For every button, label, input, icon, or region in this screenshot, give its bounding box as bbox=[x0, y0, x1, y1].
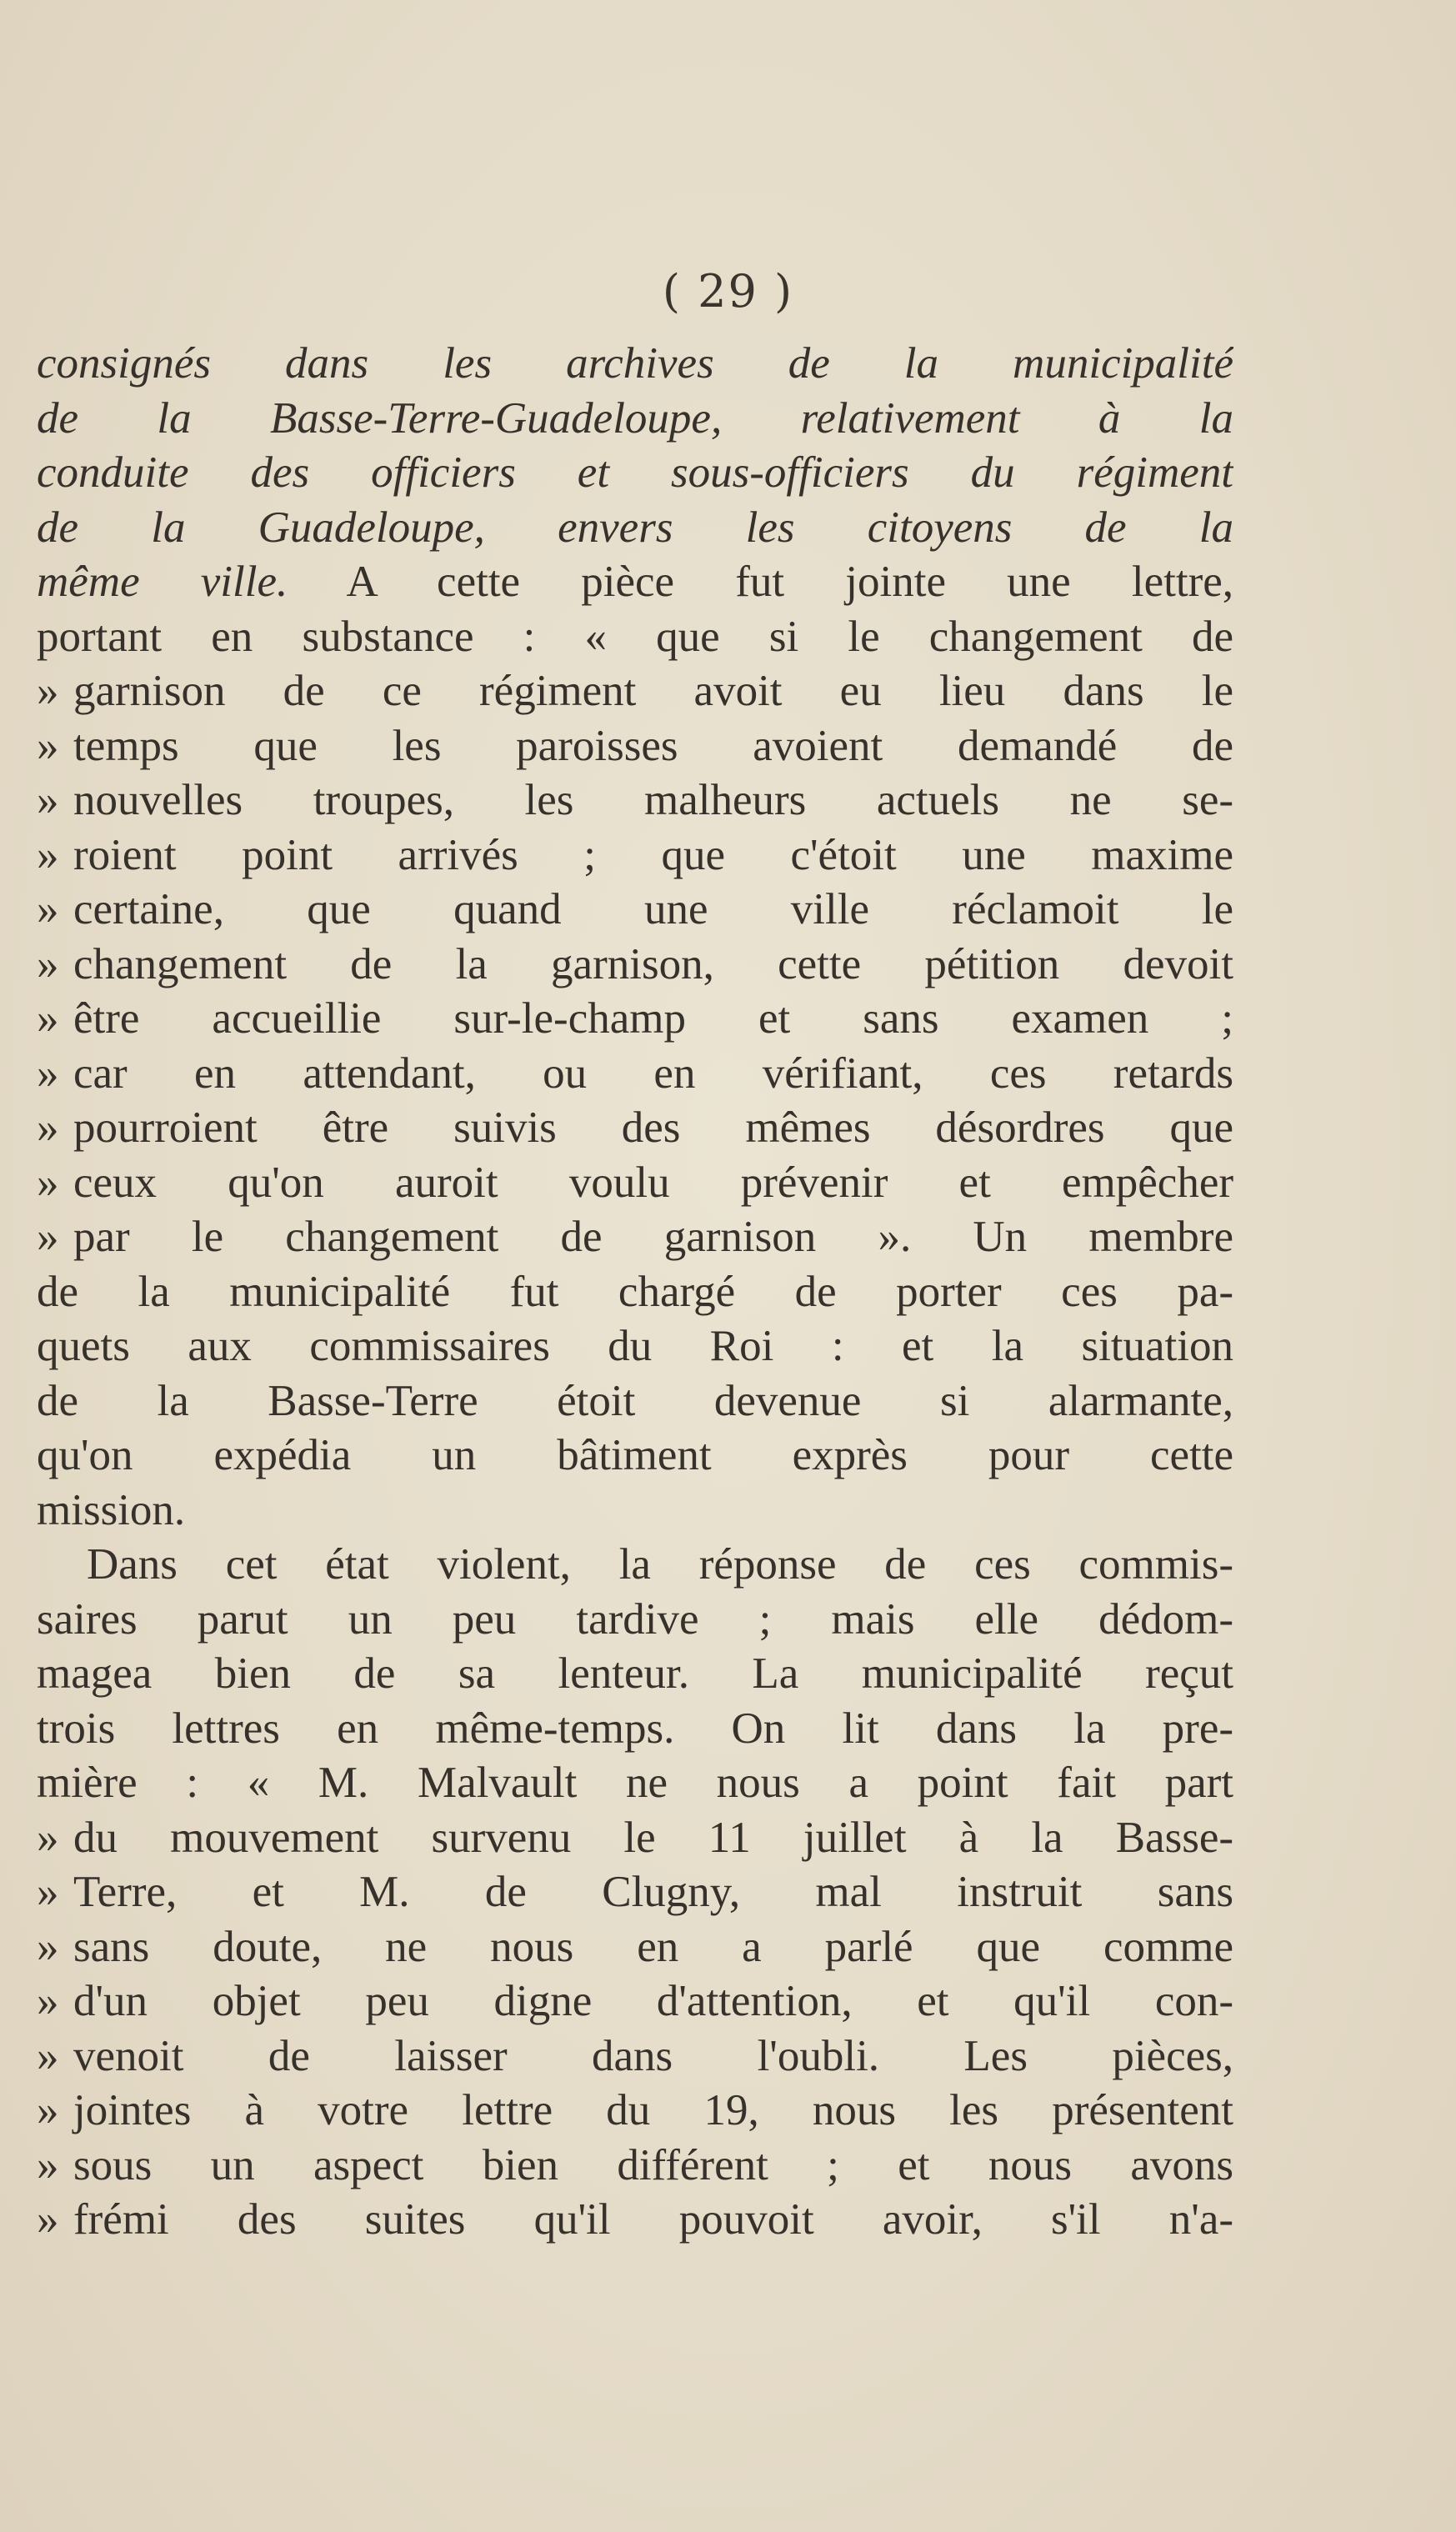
line-text: car en attendant, ou en vérifiant, ces retards bbox=[73, 1048, 1233, 1098]
text-line bbox=[37, 2029, 1233, 2084]
line-text: temps que les paroisses avoient demandé de bbox=[73, 721, 1233, 770]
line-text: qu'on expédia un bâtiment exprès pour cette bbox=[37, 1431, 1233, 1479]
text-line bbox=[37, 555, 1233, 610]
quote-mark: » bbox=[37, 1158, 59, 1207]
text-line bbox=[37, 883, 1233, 938]
body-text bbox=[37, 337, 1233, 2248]
line-text: du mouvement survenu le 11 juillet à la Basse- bbox=[73, 1813, 1233, 1862]
text-line bbox=[37, 2193, 1233, 2248]
line-text: garnison de ce régiment avoit eu lieu dans le bbox=[73, 667, 1233, 715]
line-text: changement de la garnison, cette pétition devoit bbox=[73, 939, 1233, 988]
quote-mark: » bbox=[37, 2140, 59, 2189]
line-text: Dans cet état violent, la réponse de ces commis- bbox=[87, 1540, 1233, 1589]
page-number: ( 29 ) bbox=[662, 265, 794, 318]
text-line bbox=[37, 1702, 1233, 1757]
text-line bbox=[37, 337, 1233, 392]
quote-mark: » bbox=[37, 994, 59, 1043]
text-line bbox=[37, 610, 1233, 665]
line-text: venoit de laisser dans l'oubli. Les pièces, bbox=[73, 2031, 1233, 2080]
line-text: être accueillie sur-le-champ et sans examen ; bbox=[73, 994, 1233, 1043]
line-text: d'un objet peu digne d'attention, et qu'il con- bbox=[73, 1977, 1233, 2025]
text-line bbox=[37, 1756, 1233, 1811]
line-text: saires parut un peu tardive ; mais elle dédom- bbox=[37, 1594, 1233, 1644]
line-text: magea bien de sa lenteur. La municipalité reçut bbox=[37, 1649, 1233, 1698]
text-line bbox=[37, 1811, 1233, 1866]
text-line bbox=[37, 501, 1233, 556]
text-line bbox=[37, 1484, 1233, 1539]
text-line bbox=[37, 1429, 1233, 1484]
text-line bbox=[37, 938, 1233, 993]
text-line bbox=[37, 1101, 1233, 1156]
quote-mark: » bbox=[37, 1813, 59, 1862]
text-line bbox=[37, 773, 1233, 828]
quote-mark: » bbox=[37, 1977, 59, 2025]
italic-text: même ville. bbox=[37, 558, 288, 606]
line-text: sans doute, ne nous en a parlé que comme bbox=[73, 1922, 1233, 1971]
quote-mark: » bbox=[37, 1922, 59, 1971]
line-text: frémi des suites qu'il pouvoit avoir, s'il n'a- bbox=[73, 2195, 1233, 2244]
text-line bbox=[37, 446, 1233, 501]
text-line bbox=[37, 1210, 1233, 1265]
text-line bbox=[37, 1265, 1233, 1320]
quote-mark: » bbox=[37, 939, 59, 988]
line-text: de la Basse-Terre-Guadeloupe, relativement à la bbox=[37, 393, 1233, 443]
quote-mark: » bbox=[37, 721, 59, 770]
roman-text: A cette pièce fut jointe une lettre, bbox=[288, 558, 1233, 606]
text-line bbox=[37, 1374, 1233, 1429]
text-line bbox=[37, 1156, 1233, 1211]
line-text: nouvelles troupes, les malheurs actuels ne se- bbox=[73, 776, 1233, 824]
quote-mark: » bbox=[37, 2086, 59, 2134]
line-text: mière : « M. Malvault ne nous a point fait part bbox=[37, 1759, 1233, 1807]
line-text: portant en substance : « que si le changement de bbox=[37, 612, 1233, 661]
line-text: pourroient être suivis des mêmes désordres que bbox=[73, 1103, 1233, 1152]
line-text: de la Guadeloupe, envers les citoyens de la bbox=[37, 503, 1233, 552]
text-line bbox=[37, 719, 1233, 774]
line-text: ceux qu'on auroit voulu prévenir et empêcher bbox=[73, 1158, 1233, 1207]
text-line bbox=[37, 1920, 1233, 1975]
text-line bbox=[37, 2139, 1233, 2194]
text-line bbox=[37, 1865, 1233, 1920]
text-line bbox=[37, 1593, 1233, 1648]
quote-mark: » bbox=[37, 1048, 59, 1098]
text-line bbox=[37, 1319, 1233, 1374]
line-text: par le changement de garnison ». Un membre bbox=[73, 1213, 1233, 1261]
text-line bbox=[37, 1647, 1233, 1702]
text-line bbox=[37, 992, 1233, 1047]
text-line bbox=[37, 392, 1233, 447]
quote-mark: » bbox=[37, 1103, 59, 1152]
quote-mark: » bbox=[37, 2195, 59, 2244]
text-line bbox=[37, 2084, 1233, 2139]
line-text: certaine, que quand une ville réclamoit le bbox=[73, 885, 1233, 933]
line-text: roient point arrivés ; que c'étoit une maxime bbox=[73, 830, 1233, 879]
line-text: quets aux commissaires du Roi : et la situation bbox=[37, 1322, 1233, 1370]
text-line bbox=[37, 1538, 1233, 1593]
line-text: Terre, et M. de Clugny, mal instruit sans bbox=[73, 1868, 1233, 1916]
quote-mark: » bbox=[37, 830, 59, 879]
line-text: de la Basse-Terre étoit devenue si alarmante, bbox=[37, 1376, 1233, 1425]
line-text: conduite des officiers et sous-officiers du régiment bbox=[37, 448, 1233, 497]
line-text: mission. bbox=[37, 1485, 186, 1534]
text-line bbox=[37, 664, 1233, 719]
quote-mark: » bbox=[37, 776, 59, 824]
line-text: trois lettres en même-temps. On lit dans la pre- bbox=[37, 1704, 1233, 1753]
line-text: consignés dans les archives de la municipalité bbox=[37, 339, 1233, 388]
text-line bbox=[37, 828, 1233, 883]
line-text: jointes à votre lettre du 19, nous les présentent bbox=[73, 2086, 1233, 2134]
quote-mark: » bbox=[37, 1868, 59, 1916]
quote-mark: » bbox=[37, 2031, 59, 2080]
line-text: sous un aspect bien différent ; et nous avons bbox=[73, 2140, 1233, 2189]
text-line bbox=[37, 1974, 1233, 2029]
quote-mark: » bbox=[37, 1213, 59, 1261]
quote-mark: » bbox=[37, 885, 59, 933]
quote-mark: » bbox=[37, 667, 59, 715]
line-text: de la municipalité fut chargé de porter ces pa- bbox=[37, 1267, 1233, 1316]
text-line bbox=[37, 1047, 1233, 1102]
